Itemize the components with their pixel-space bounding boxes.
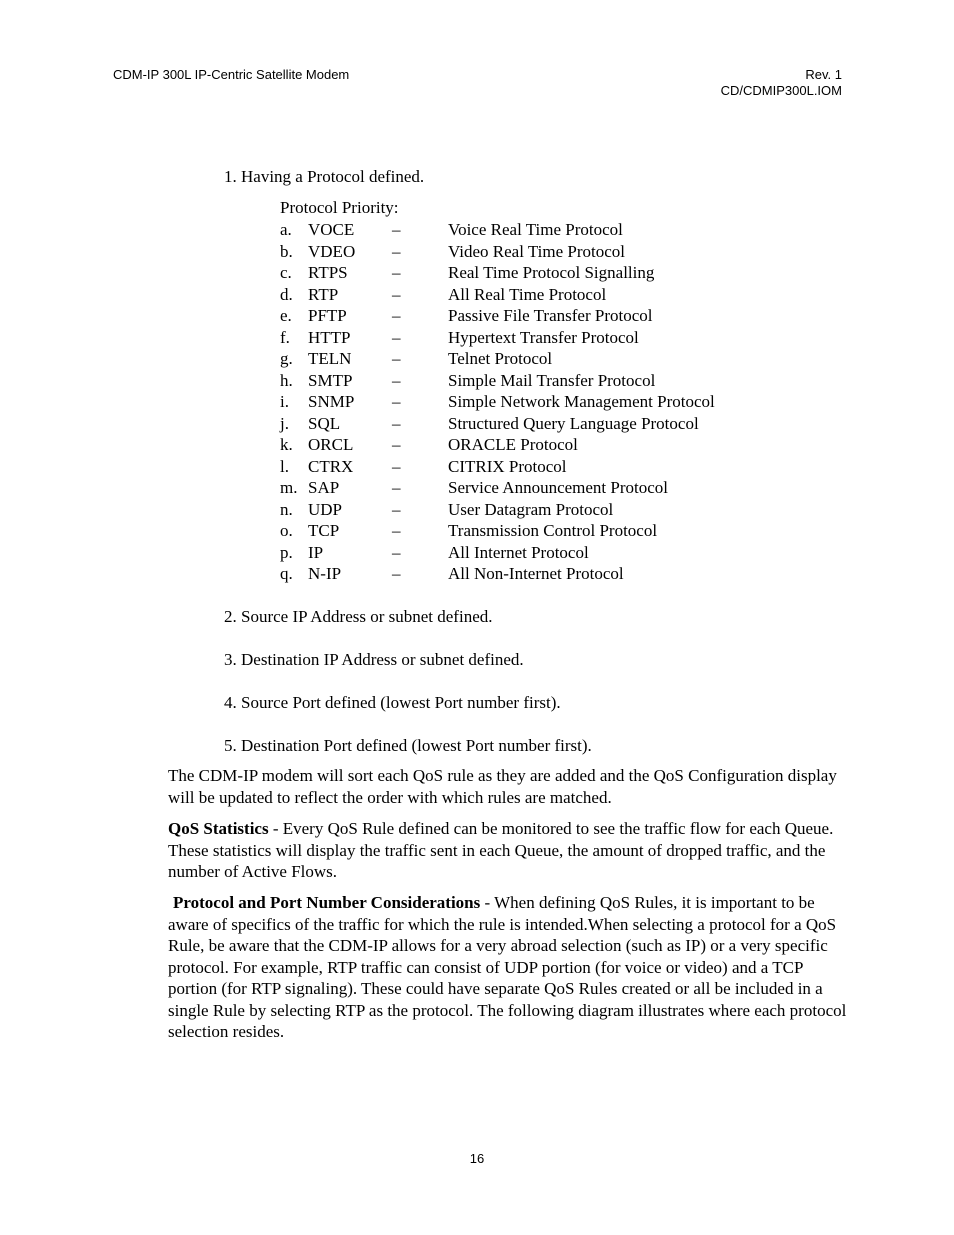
qos-statistics-text: - Every QoS Rule defined can be monitored to see the traffic flow for each Queue. These statistics will display the traffic sent in each Queue, the amount of dropped traffic, and the number of Active Flows. <box>168 819 834 881</box>
protocol-code: SMTP <box>308 370 353 390</box>
protocol-description: Video Real Time Protocol <box>448 241 626 261</box>
header-revision: Rev. 1 <box>805 67 842 82</box>
protocol-dash: – <box>392 392 401 411</box>
protocol-description: All Internet Protocol <box>448 542 589 562</box>
protocol-dash: – <box>392 306 401 325</box>
list-item-protocol-defined: 1. Having a Protocol defined. <box>224 167 425 186</box>
protocol-dash: – <box>392 478 401 497</box>
protocol-code: PFTP <box>308 306 347 325</box>
page-number: 16 <box>469 1151 485 1166</box>
protocol-letter: j. <box>280 413 289 433</box>
protocol-letter: e. <box>280 306 292 325</box>
protocol-port-heading: Protocol and Port Number Considerations <box>173 893 481 912</box>
protocol-dash: – <box>392 263 401 282</box>
protocol-code: RTPS <box>308 263 348 282</box>
protocol-letter: g. <box>280 349 293 368</box>
protocol-description: All Real Time Protocol <box>448 284 607 304</box>
protocol-description: Simple Mail Transfer Protocol <box>448 370 656 390</box>
protocol-description: Voice Real Time Protocol <box>448 220 623 239</box>
protocol-code: SQL <box>308 413 341 433</box>
protocol-letter: b. <box>280 241 293 261</box>
protocol-letter: m. <box>280 478 298 497</box>
protocol-code: VDEO <box>308 241 356 261</box>
paragraph-qos-statistics <box>168 818 848 883</box>
protocol-dash: – <box>392 564 401 583</box>
protocol-letter: n. <box>280 499 293 519</box>
protocol-letter: c. <box>280 263 292 282</box>
protocol-description: Transmission Control Protocol <box>448 521 658 540</box>
protocol-letter: q. <box>280 564 293 583</box>
protocol-description: Simple Network Management Protocol <box>448 392 715 411</box>
protocol-letter: f. <box>280 327 290 347</box>
protocol-code: TELN <box>308 349 352 368</box>
protocol-dash: – <box>392 327 401 347</box>
protocol-code: CTRX <box>308 456 354 476</box>
protocol-letter: h. <box>280 370 293 390</box>
protocol-code: TCP <box>308 521 340 540</box>
protocol-dash: – <box>392 413 401 433</box>
protocol-code: VOCE <box>308 220 355 239</box>
protocol-dash: – <box>392 521 401 540</box>
list-item-destination-port: 5. Destination Port defined (lowest Port number first). <box>224 736 592 755</box>
header-revision-block <box>721 67 842 99</box>
protocol-code: SNMP <box>308 392 355 411</box>
protocol-code: N-IP <box>308 564 342 583</box>
protocol-description: CITRIX Protocol <box>448 456 567 476</box>
paragraph-sort-rules: The CDM-IP modem will sort each QoS rule as they are added and the QoS Configuration display will be updated to reflect the order with which rules are matched. <box>168 766 837 807</box>
qos-statistics-heading: QoS Statistics <box>168 819 269 838</box>
protocol-code: SAP <box>308 478 340 497</box>
protocol-code: IP <box>308 542 324 562</box>
protocol-code: HTTP <box>308 327 351 347</box>
protocol-dash: – <box>392 241 401 261</box>
protocol-dash: – <box>392 349 401 368</box>
protocol-letter: a. <box>280 220 292 239</box>
protocol-description: Hypertext Transfer Protocol <box>448 327 639 347</box>
protocol-description: Passive File Transfer Protocol <box>448 306 653 325</box>
protocol-code: UDP <box>308 499 343 519</box>
list-item-source-port: 4. Source Port defined (lowest Port number first). <box>224 693 561 712</box>
protocol-dash: – <box>392 499 401 519</box>
protocol-dash: – <box>392 542 401 562</box>
protocol-priority-title: Protocol Priority: <box>280 198 399 217</box>
protocol-dash: – <box>392 284 401 304</box>
protocol-description: Structured Query Language Protocol <box>448 413 699 433</box>
header-document-title: CDM-IP 300L IP-Centric Satellite Modem <box>113 67 350 82</box>
protocol-dash: – <box>392 435 401 454</box>
header-document-code: CD/CDMIP300L.IOM <box>720 83 842 98</box>
protocol-letter: o. <box>280 521 293 540</box>
protocol-code: RTP <box>308 284 339 304</box>
protocol-port-text: - When defining QoS Rules, it is important to be aware of specifics of the traffic for which the rule is intended.When selecting a protocol for a QoS Rule, be aware that the CDM-IP allows for a very abroad selection (such as IP) or a very specific protocol. For example, RTP traffic can consist of UDP portion (for voice or video) and a TCP portion (for RTP signaling). These could have separate QoS Rules created or all be included in a single Rule by selecting RTP as the protocol. The following diagram illustrates where each protocol selection resides. <box>168 893 847 1041</box>
protocol-description: Telnet Protocol <box>448 349 553 368</box>
list-item-destination-ip: 3. Destination IP Address or subnet defined. <box>224 650 524 669</box>
list-item-source-ip: 2. Source IP Address or subnet defined. <box>224 607 493 626</box>
protocol-letter: d. <box>280 284 293 304</box>
protocol-letter: k. <box>280 435 293 454</box>
protocol-dash: – <box>392 220 401 239</box>
protocol-letter: i. <box>280 392 289 411</box>
protocol-description: User Datagram Protocol <box>448 499 614 519</box>
protocol-description: ORACLE Protocol <box>448 435 578 454</box>
protocol-dash: – <box>392 456 401 476</box>
protocol-dash: – <box>392 370 401 390</box>
protocol-description: Service Announcement Protocol <box>448 478 669 497</box>
protocol-description: All Non-Internet Protocol <box>448 564 624 583</box>
protocol-letter: l. <box>280 456 289 476</box>
protocol-code: ORCL <box>308 435 354 454</box>
protocol-description: Real Time Protocol Signalling <box>448 263 655 282</box>
paragraph-protocol-port-considerations <box>168 892 848 1043</box>
protocol-letter: p. <box>280 542 293 562</box>
